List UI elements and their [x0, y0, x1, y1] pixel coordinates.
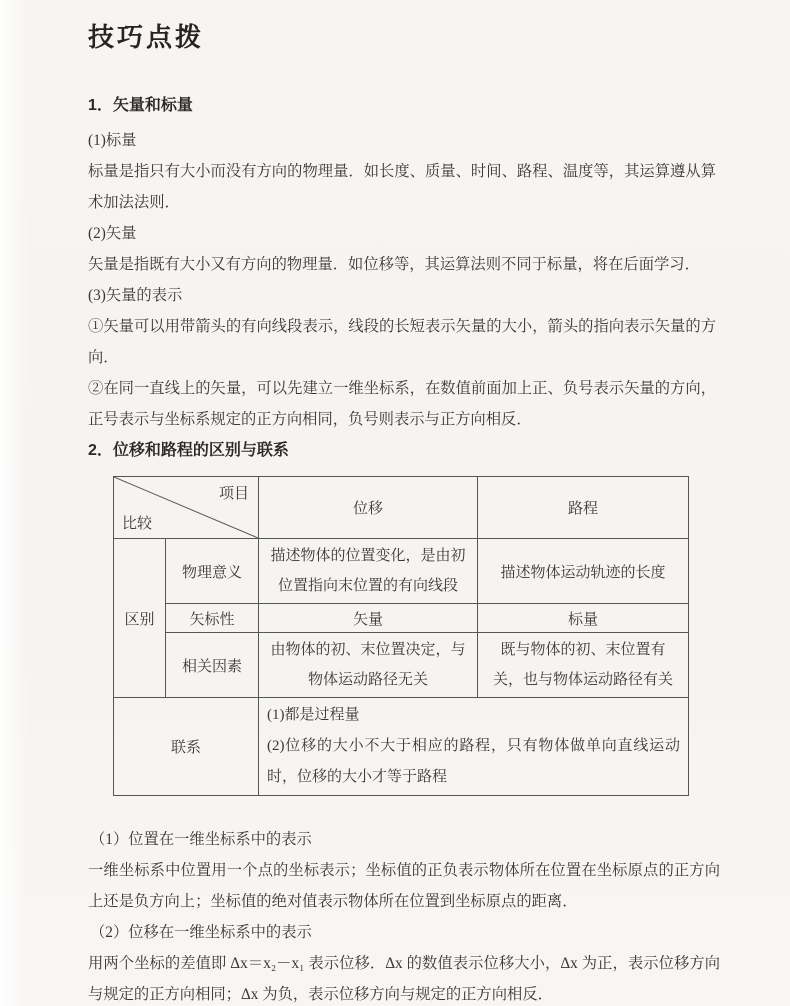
column-header-displacement: 位移 [259, 477, 478, 539]
paragraph: ②在同一直线上的矢量，可以先建立一维坐标系，在数值前面加上正、负号表示矢量的方向，正号表示与坐标系规定的正方向相同，负号则表示与正方向相反． [88, 380, 716, 428]
paragraph: (2)矢量 [88, 225, 137, 242]
row-group-label-distinction: 区别 [114, 539, 166, 698]
column-header-path: 路程 [478, 477, 689, 539]
doc-title: 技巧点拨 [88, 22, 205, 52]
corner-label-compare: 比较 [122, 516, 153, 532]
cell-connection-content [259, 698, 689, 796]
cell-displacement-vector: 矢量 [259, 604, 478, 633]
table-corner-cell [114, 477, 259, 539]
connection-line: (1)都是过程量 [267, 707, 360, 723]
row-label-vector-scalar: 矢标性 [166, 604, 259, 633]
paragraph: (1)标量 [88, 132, 137, 149]
cell-displacement-factors: 由物体的初、末位置决定，与物体运动路径无关 [259, 633, 478, 698]
section-heading-1: 1．矢量和标量 [88, 97, 193, 114]
connection-line: (2)位移的大小不大于相应的路程，只有物体做单向直线运动时，位移的大小才等于路程 [267, 738, 680, 785]
section-heading-2: 2．位移和路程的区别与联系 [88, 442, 289, 459]
row-label-related-factors: 相关因素 [166, 633, 259, 698]
corner-label-item: 项目 [218, 486, 249, 502]
paragraph: 矢量是指既有大小又有方向的物理量．如位移等，其运算法则不同于标量，将在后面学习． [88, 256, 700, 273]
row-label-connection: 联系 [114, 698, 259, 796]
note-paragraph: 一维坐标系中位置用一个点的坐标表示；坐标值的正负表示物体所在位置在坐标原点的正方向上还是负方向上；坐标值的绝对值表示物体所在位置到坐标原点的距离． [88, 862, 720, 910]
cell-path-factors: 既与物体的初、末位置有关，也与物体运动路径有关 [478, 633, 689, 698]
cell-displacement-meaning: 描述物体的位置变化，是由初位置指向末位置的有向线段 [259, 539, 478, 604]
comparison-table [113, 476, 689, 796]
paragraph: 标量是指只有大小而没有方向的物理量．如长度、质量、时间、路程、温度等，其运算遵从算术加法法则． [88, 163, 716, 211]
paragraph: ①矢量可以用带箭头的有向线段表示，线段的长短表示矢量的大小，箭头的指向表示矢量的方向． [88, 318, 716, 366]
cell-path-scalar: 标量 [478, 604, 689, 633]
cell-path-meaning: 描述物体运动轨迹的长度 [478, 539, 689, 604]
paragraph: (3)矢量的表示 [88, 287, 183, 304]
note-paragraph: （1）位置在一维坐标系中的表示 [90, 831, 312, 848]
section-1-body [88, 125, 716, 435]
coordinate-notes [88, 824, 720, 1006]
row-label-physical-meaning: 物理意义 [166, 539, 259, 604]
note-paragraph: 用两个坐标的差值即 Δx＝x₂－x₁ 表示位移．Δx 的数值表示位移大小，Δx 为正，表示位移方向与规定的正方向相同；Δx 为负，表示位移方向与规定的正方向相反． [88, 955, 720, 1003]
note-paragraph: （2）位移在一维坐标系中的表示 [90, 924, 312, 941]
